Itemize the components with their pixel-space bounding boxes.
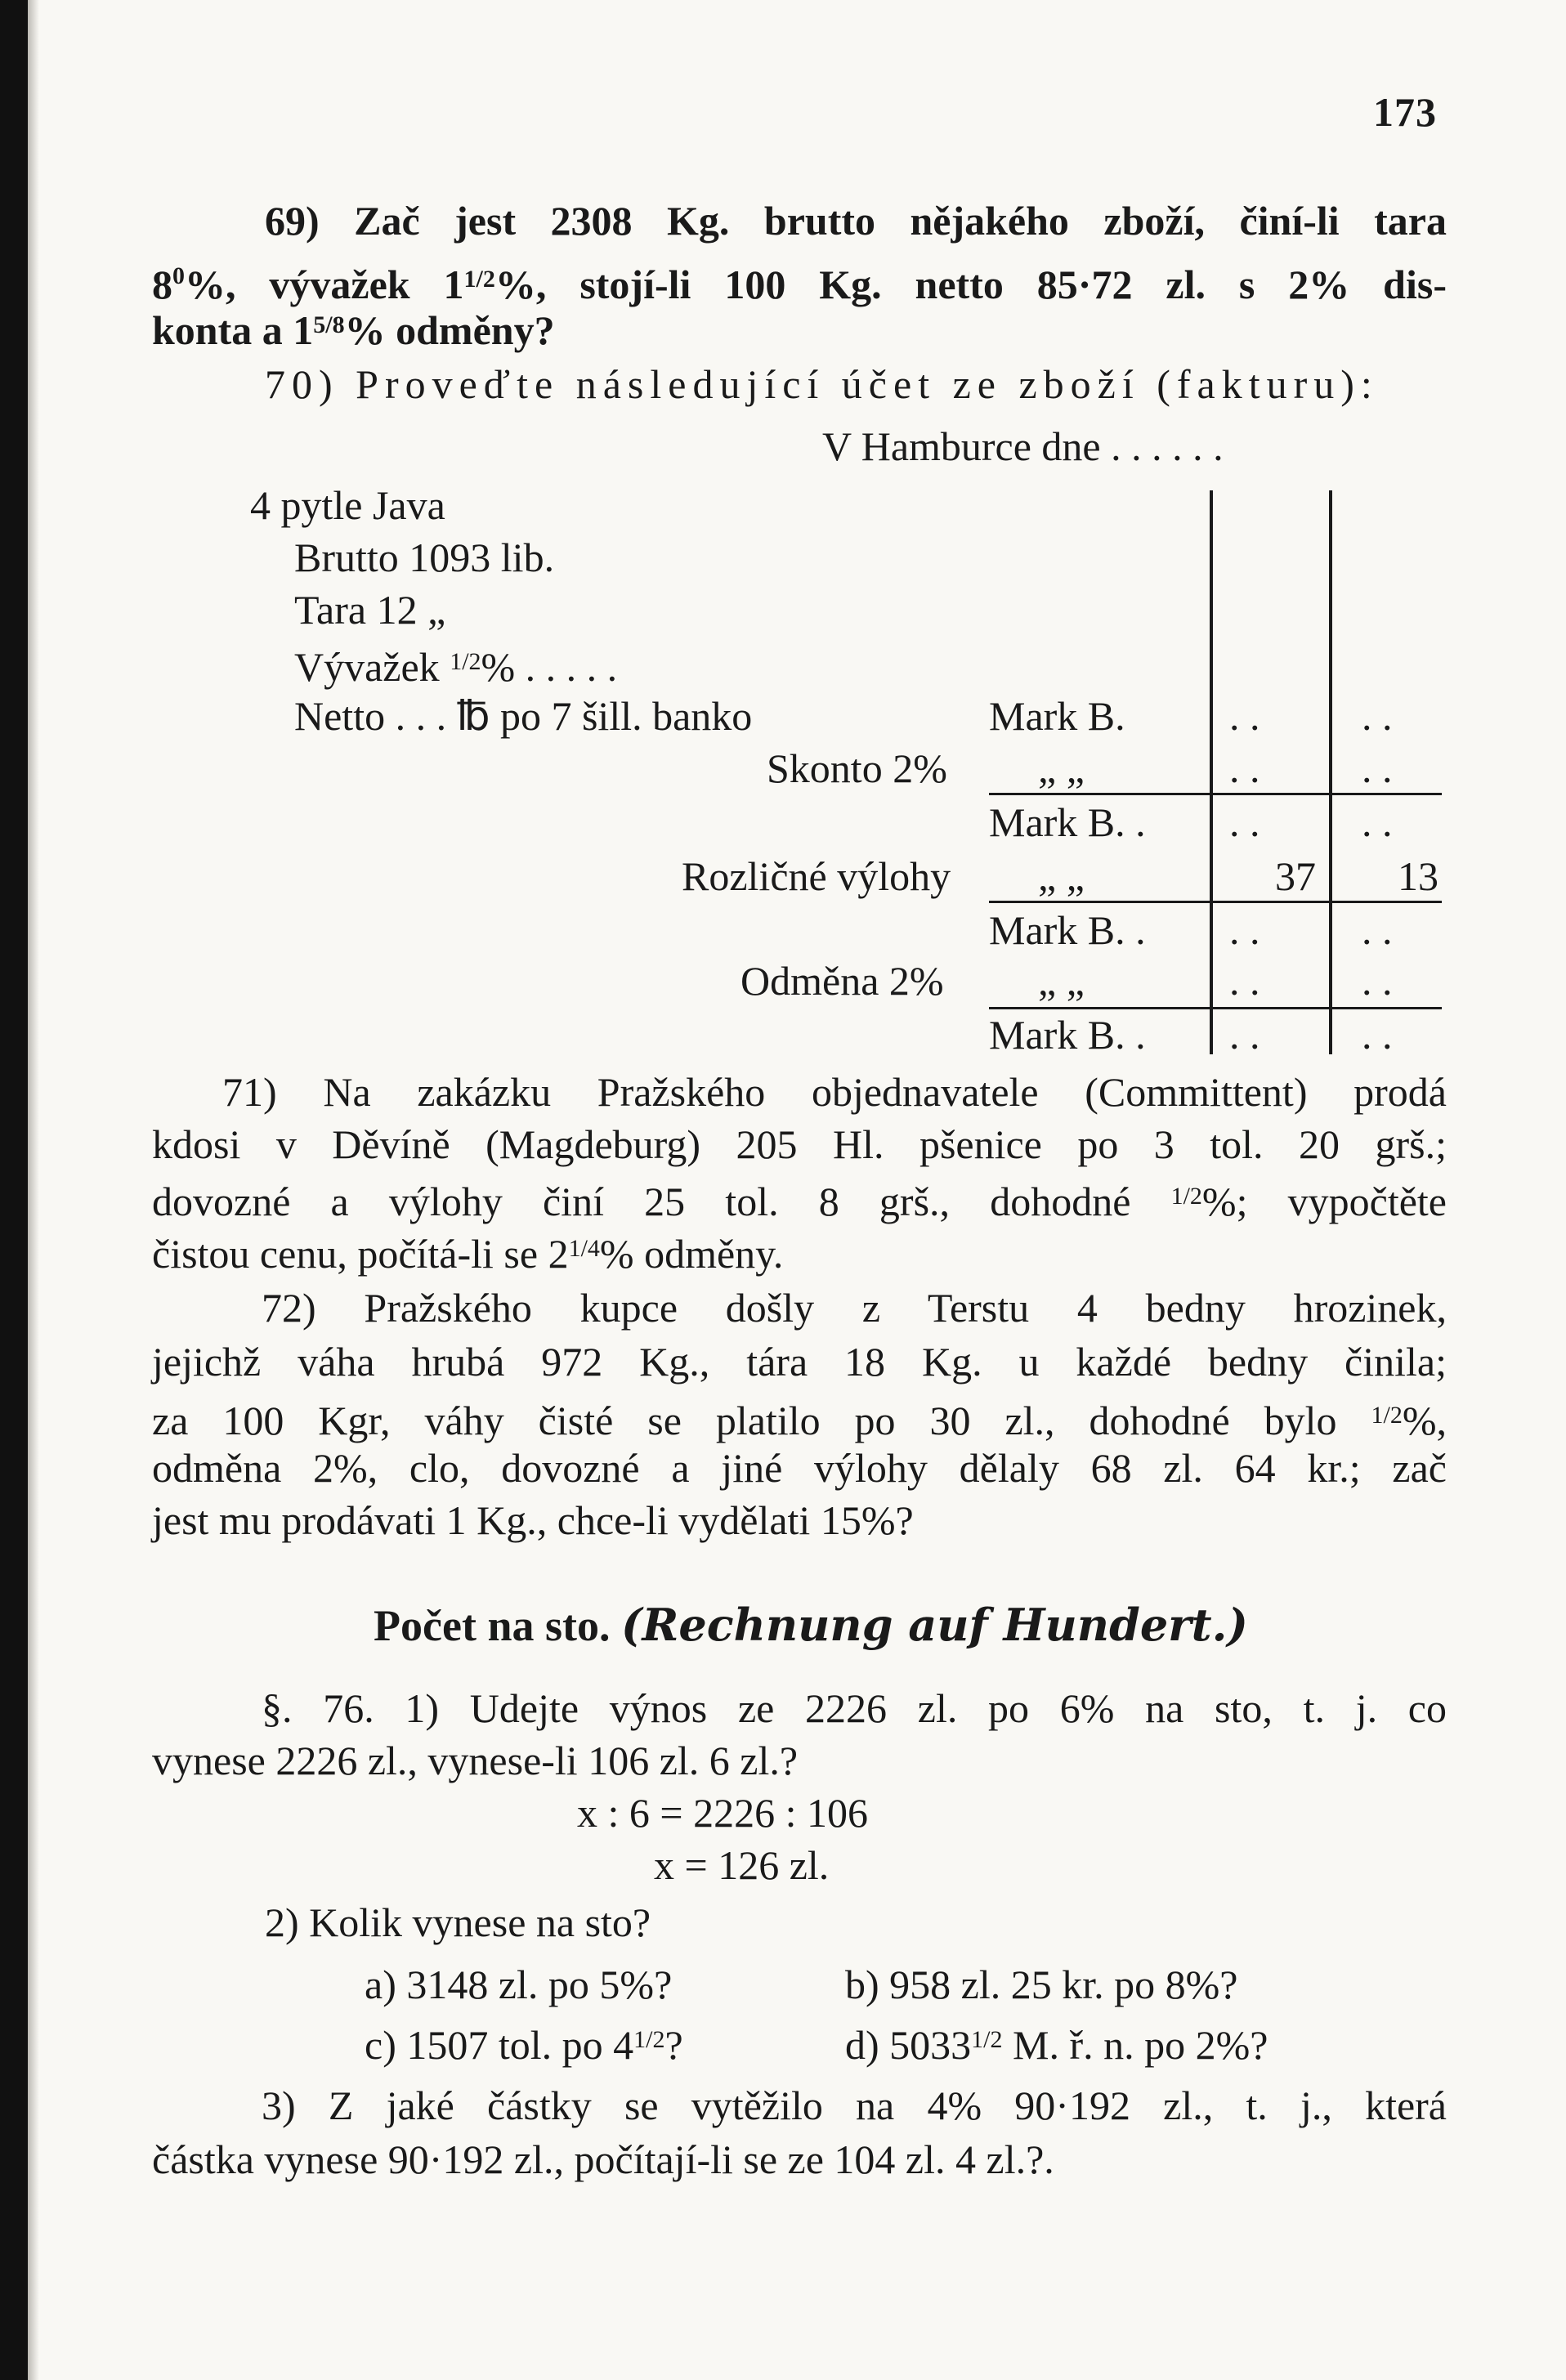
equation-1: x : 6 = 2226 : 106 xyxy=(577,1790,868,1836)
question-2d xyxy=(845,2015,1268,2069)
fraction: 1/2 xyxy=(1371,1402,1403,1429)
section-76-line-1: §. 76. 1) Udejte výnos ze 2226 zl. po 6% na sto, t. j. co xyxy=(262,1685,1447,1731)
question-2c xyxy=(365,2015,683,2069)
text: ? xyxy=(664,2022,683,2068)
fraction: 1/2 xyxy=(450,648,481,675)
text: čistou cenu, počítá-li se 2 xyxy=(152,1231,569,1277)
heading-czech: Počet na sto. xyxy=(374,1601,611,1650)
amount-dots: . . xyxy=(1229,1012,1260,1058)
text: %, vývažek 1 xyxy=(185,262,464,307)
fraction: 1/2 xyxy=(463,266,495,293)
problem-72-line-2: jejichž váha hrubá 972 Kg., tára 18 Kg. u každé bedny činila; xyxy=(152,1339,1447,1385)
text: dovozné a výlohy činí 25 tol. 8 grš., dohodné xyxy=(152,1179,1171,1224)
equation-2: x = 126 zl. xyxy=(654,1842,830,1888)
problem-72-line-3 xyxy=(152,1391,1447,1445)
text: %, stojí-li 100 Kg. netto 85·72 zl. s 2% dis- xyxy=(494,262,1447,307)
problem-72-line-5: jest mu prodávati 1 Kg., chce-li vydělati 15%? xyxy=(152,1497,914,1543)
amount-dots: . . xyxy=(1362,958,1393,1004)
invoice-row-subtotal-2: Mark B. . xyxy=(989,907,1146,953)
amount-dots: . . xyxy=(1229,799,1260,845)
invoice-row-skonto: Skonto 2% xyxy=(767,745,947,791)
section-76-line-2: vynese 2226 zl., vynese-li 106 zl. 6 zl.? xyxy=(152,1738,799,1783)
problem-69-line-3 xyxy=(152,301,1447,355)
fraction: 1/2 xyxy=(633,2026,665,2053)
question-3-line-2: částka vynese 90·192 zl., počítají-li se ze 104 zl. 4 zl.?. xyxy=(152,2136,1054,2182)
amount-dots: . . xyxy=(1362,907,1393,953)
text: % odměny. xyxy=(599,1231,784,1277)
invoice-row-netto-currency: Mark B. xyxy=(989,693,1125,739)
text: 8 xyxy=(152,262,172,307)
invoice-column-rule-1 xyxy=(1210,490,1213,1054)
problem-71-line-3 xyxy=(152,1172,1447,1226)
problem-71-line-2: kdosi v Děvíně (Magdeburg) 205 Hl. pšenice po 3 tol. 20 grš.; xyxy=(152,1121,1447,1167)
invoice-rule-1 xyxy=(989,793,1442,795)
invoice-row-tara: Tara 12 „ xyxy=(294,587,446,633)
text: konta a 1 xyxy=(152,307,314,353)
amount-dots: . . xyxy=(1362,799,1393,845)
problem-69-line-2: $8^0\%$, vývažek $1^{1/2}\%$, stojí-li 100 Kg. netto 85·72 zl. s 2% dis- xyxy=(152,262,1447,307)
amount-dots: . . xyxy=(1362,693,1393,739)
text: d) 5033 xyxy=(845,2022,972,2068)
problem-72-line-4: odměna 2%, clo, dovozné a jiné výlohy dělaly 68 zl. 64 kr.; zač xyxy=(152,1445,1447,1491)
text: % odměny? xyxy=(344,307,555,353)
text: 70) Proveďte následující účet ze zboží (fakturu): xyxy=(265,361,1379,407)
invoice-row-commission: Odměna 2% xyxy=(740,958,944,1004)
heading-german: (Rechnung auf Hundert.) xyxy=(620,1599,1248,1651)
invoice-row-goods: 4 pytle Java xyxy=(250,482,445,528)
amount-dots: . . xyxy=(1229,693,1260,739)
amount-dots: . . xyxy=(1362,745,1393,791)
invoice-row-netto: Netto . . . ℔ po 7 šill. banko xyxy=(294,693,753,739)
question-2b: b) 958 zl. 25 kr. po 8%? xyxy=(845,1962,1238,2007)
text: %, xyxy=(1402,1398,1447,1443)
invoice-row-brutto: Brutto 1093 lib. xyxy=(294,535,555,580)
invoice-rule-3 xyxy=(989,1007,1442,1009)
text: za 100 Kgr, váhy čisté se platilo po 30 zl., dohodné bylo xyxy=(152,1398,1371,1443)
text: c) 1507 tol. po 4 xyxy=(365,2022,634,2068)
amount-dots: . . xyxy=(1229,958,1260,1004)
text: % . . . . . xyxy=(481,644,618,690)
text: Vývažek xyxy=(294,644,450,690)
amount-dots: . . xyxy=(1229,745,1260,791)
question-3-line-1: 3) Z jaké částky se vytěžilo na 4% 90·192 zl., t. j., která xyxy=(262,2082,1447,2128)
fraction: 5/8 xyxy=(313,311,345,338)
question-2: 2) Kolik vynese na sto? xyxy=(265,1899,651,1945)
fraction: 1/4 xyxy=(568,1235,600,1262)
invoice-row-subtotal-1: Mark B. . xyxy=(989,799,1146,845)
invoice-row-vyvazek xyxy=(294,638,617,691)
amount-dots: . . xyxy=(1229,907,1260,953)
invoice-column-rule-2 xyxy=(1329,490,1332,1054)
page-number: 173 xyxy=(1373,89,1437,135)
invoice-row-total: Mark B. . xyxy=(989,1012,1146,1058)
problem-72-line-1: 72) Pražského kupce došly z Terstu 4 bedny hrozinek, xyxy=(262,1285,1447,1331)
text: M. ř. n. po 2%? xyxy=(1002,2022,1268,2068)
problem-69-line-1: 69) Zač jest 2308 Kg. brutto nějakého zboží, činí-li tara xyxy=(265,198,1447,244)
invoice-rule-2 xyxy=(989,901,1442,903)
invoice-row-expenses-ditto: „ „ xyxy=(1038,853,1085,899)
problem-71-line-1: 71) Na zakázku Pražského objednavatele (Committent) prodá xyxy=(222,1069,1447,1115)
section-heading xyxy=(28,1598,1566,1653)
invoice-row-expenses: Rozličné výlohy xyxy=(682,853,951,899)
invoice-row-commission-ditto: „ „ xyxy=(1038,958,1085,1004)
invoice-place-date: V Hamburce dne . . . . . . xyxy=(822,423,1224,469)
fraction: 1/2 xyxy=(1170,1183,1202,1210)
amount-value: 37 xyxy=(1275,853,1316,899)
problem-70-line-1 xyxy=(265,360,1559,409)
amount-value: 13 xyxy=(1398,853,1438,899)
fraction: 1/2 xyxy=(971,2026,1003,2053)
question-2a: a) 3148 zl. po 5%? xyxy=(365,1962,673,2007)
amount-dots: . . xyxy=(1362,1012,1393,1058)
invoice-row-skonto-ditto: „ „ xyxy=(1038,745,1085,791)
problem-71-line-4 xyxy=(152,1224,1447,1278)
text: %; vypočtěte xyxy=(1201,1179,1447,1224)
